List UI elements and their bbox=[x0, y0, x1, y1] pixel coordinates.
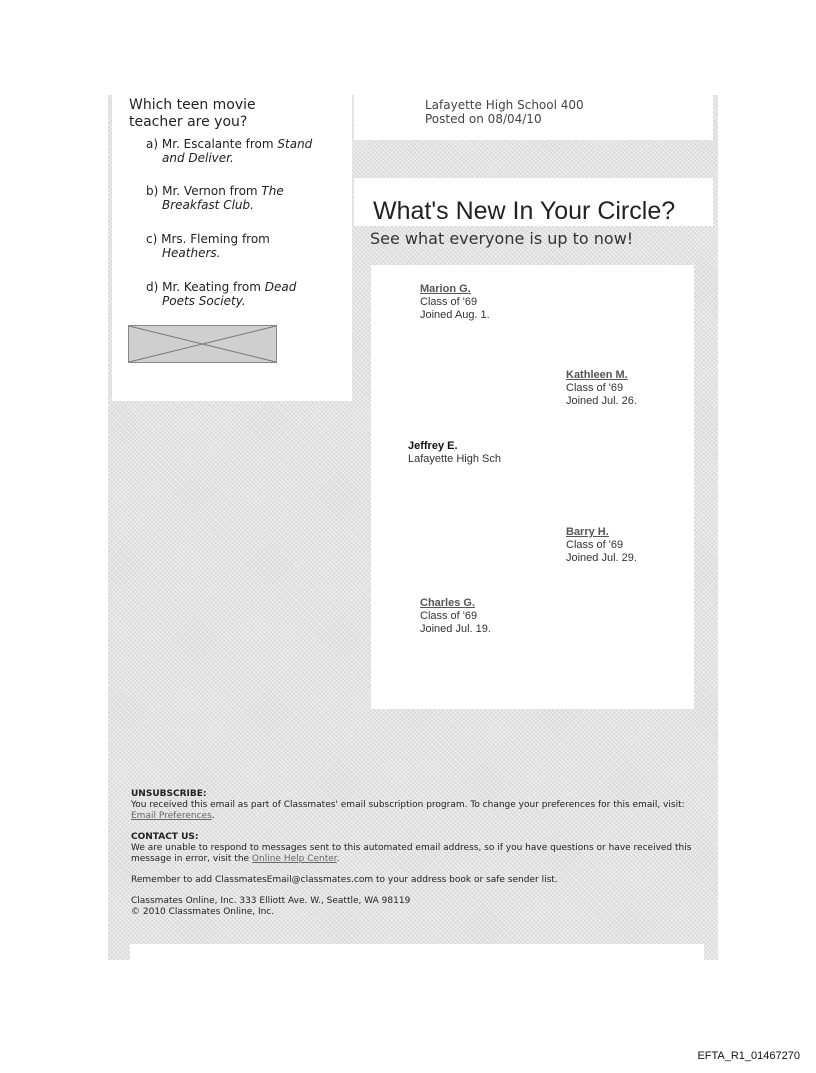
online-help-center-link[interactable]: Online Help Center bbox=[251, 854, 337, 864]
poll-option-film-cont: Poets Society. bbox=[162, 294, 246, 308]
unsubscribe-heading: UNSUBSCRIBE: bbox=[131, 789, 207, 799]
member-school: Lafayette High Sch bbox=[408, 453, 501, 465]
copyright: © 2010 Classmates Online, Inc. bbox=[131, 907, 275, 917]
poll-option-film-cont: and Deliver. bbox=[162, 151, 234, 165]
poll-option-text: a) Mr. Escalante from bbox=[146, 137, 278, 151]
member-class: Class of '69 bbox=[420, 296, 478, 308]
member-class: Class of '69 bbox=[566, 539, 624, 551]
member-joined: Joined Jul. 26. bbox=[566, 395, 637, 407]
member-name-link[interactable]: Barry H. bbox=[566, 526, 609, 538]
email-footer bbox=[131, 789, 711, 918]
member-card bbox=[420, 597, 491, 636]
circle-title: What's New In Your Circle? bbox=[373, 197, 676, 225]
poll-option-film: Stand bbox=[277, 137, 313, 151]
poll-option-film: The bbox=[261, 184, 284, 198]
member-name-link[interactable]: Kathleen M. bbox=[566, 369, 628, 381]
member-joined: Joined Aug. 1. bbox=[420, 309, 490, 321]
member-card bbox=[566, 369, 637, 408]
contact-heading: CONTACT US: bbox=[131, 832, 199, 842]
company-address: Classmates Online, Inc. 333 Elliott Ave. W., Seattle, WA 98119 bbox=[131, 896, 411, 906]
member-class: Class of '69 bbox=[420, 610, 478, 622]
broken-image-placeholder[interactable] bbox=[128, 325, 277, 363]
poll-option-d[interactable] bbox=[146, 280, 336, 308]
footer-bottom-strip bbox=[130, 944, 704, 960]
contact-text: We are unable to respond to messages sent to this automated email address, so if you have questions or have received this message in error, visit the Online Help Center. bbox=[131, 843, 692, 864]
poll-option-a[interactable] bbox=[146, 137, 336, 165]
poll-option-text: b) Mr. Vernon from bbox=[146, 184, 262, 198]
poll-question: Which teen movie teacher are you? bbox=[129, 97, 256, 130]
document-id: EFTA_R1_01467270 bbox=[697, 1050, 800, 1062]
member-card bbox=[408, 440, 501, 466]
member-card bbox=[420, 283, 490, 322]
circle-subtitle: See what everyone is up to now! bbox=[370, 229, 634, 248]
poll-option-film: Dead bbox=[264, 280, 297, 294]
broken-image-icon bbox=[129, 326, 276, 362]
poll-option-text: d) Mr. Keating from bbox=[146, 280, 265, 294]
poll-option-text: c) Mrs. Fleming from bbox=[146, 232, 270, 246]
members-panel bbox=[371, 265, 694, 709]
member-name-link[interactable]: Marion G. bbox=[420, 283, 471, 295]
member-card bbox=[566, 526, 637, 565]
email-preferences-link[interactable]: Email Preferences bbox=[131, 811, 212, 821]
poll-option-film-cont: Heathers. bbox=[162, 246, 221, 260]
school-name: Lafayette High School 400 bbox=[425, 98, 584, 112]
member-joined: Joined Jul. 19. bbox=[420, 623, 491, 635]
safe-sender-reminder: Remember to add ClassmatesEmail@classmates.com to your address book or safe sender list. bbox=[131, 875, 558, 885]
member-name: Jeffrey E. bbox=[408, 440, 458, 452]
poll-option-film-cont: Breakfast Club. bbox=[162, 198, 254, 212]
member-name-link[interactable]: Charles G. bbox=[420, 597, 476, 609]
poll-option-b[interactable] bbox=[146, 184, 336, 212]
posted-date: Posted on 08/04/10 bbox=[425, 112, 542, 126]
member-class: Class of '69 bbox=[566, 382, 624, 394]
poll-option-c[interactable] bbox=[146, 232, 336, 260]
unsubscribe-text: You received this email as part of Classmates' email subscription program. To change your preferences for this email, visit: Email Preferences. bbox=[131, 800, 685, 821]
member-joined: Joined Jul. 29. bbox=[566, 552, 637, 564]
